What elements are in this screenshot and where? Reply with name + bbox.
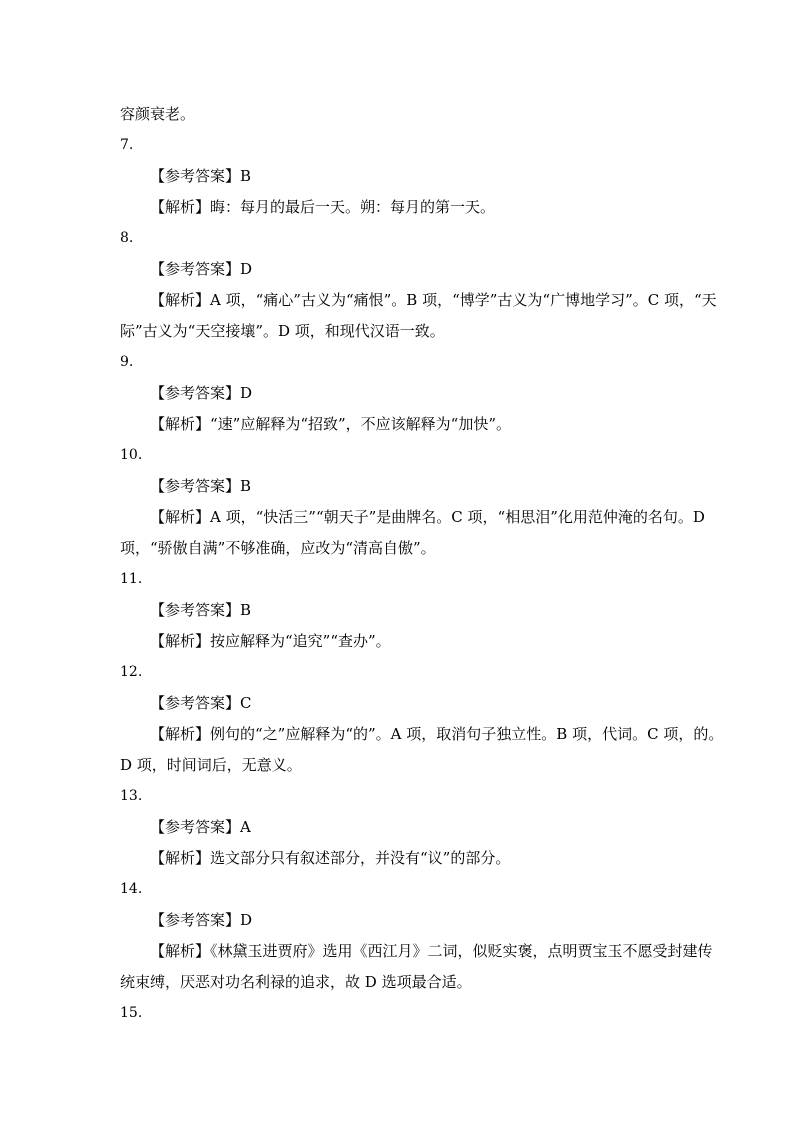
analysis-line: 【解析】例句的“之”应解释为“的”。A 项，取消句子独立性。B 项，代词。C 项，的。 (150, 725, 724, 743)
answer-line: 【参考答案】B (150, 601, 252, 619)
answer-line: 【参考答案】D (150, 260, 253, 278)
answer-line: 【参考答案】D (150, 384, 253, 402)
answer-line: 【参考答案】D (150, 911, 253, 929)
analysis-line: 【解析】晦：每月的最后一天。朔：每月的第一天。 (150, 198, 496, 216)
answer-line: 【参考答案】A (150, 818, 251, 836)
question-number: 7. (120, 137, 134, 153)
analysis-line: D 项，时间词后，无意义。 (120, 756, 302, 774)
question-number: 10. (120, 447, 143, 463)
answer-line: 【参考答案】B (150, 477, 252, 495)
answer-line: 【参考答案】B (150, 167, 252, 185)
question-number: 11. (120, 571, 143, 587)
question-number: 8. (120, 230, 134, 246)
question-number: 9. (120, 354, 134, 370)
question-number: 15. (120, 1005, 143, 1021)
analysis-line: 【解析】A 项，“痛心”古义为“痛恨”。B 项，“博学”古义为“广博地学习”。C 项，“天 (150, 291, 717, 309)
question-number: 14. (120, 881, 143, 897)
analysis-line: 项，“骄傲自满”不够准确，应改为“清高自傲”。 (120, 539, 436, 557)
question-number: 12. (120, 664, 143, 680)
analysis-line: 【解析】选文部分只有叙述部分，并没有“议”的部分。 (150, 849, 511, 867)
analysis-line: 际”古义为“天空接壤”。D 项，和现代汉语一致。 (120, 322, 445, 340)
analysis-line: 统束缚，厌恶对功名利禄的追求，故 D 选项最合适。 (120, 973, 472, 991)
analysis-line: 【解析】按应解释为“追究”“查办”。 (150, 632, 391, 650)
answer-line: 【参考答案】C (150, 694, 252, 712)
analysis-line: 【解析】A 项，“快活三”“朝天子”是曲牌名。C 项，“相思泪”化用范仲淹的名句。D (150, 508, 705, 526)
analysis-line: 【解析】《林黛玉进贾府》选用《西江月》二词，似贬实褒，点明贾宝玉不愿受封建传 (150, 942, 713, 960)
analysis-line: 【解析】“速”应解释为“招致”，不应该解释为“加快”。 (150, 415, 512, 433)
intro-line: 容颜衰老。 (120, 105, 196, 123)
question-number: 13. (120, 788, 143, 804)
